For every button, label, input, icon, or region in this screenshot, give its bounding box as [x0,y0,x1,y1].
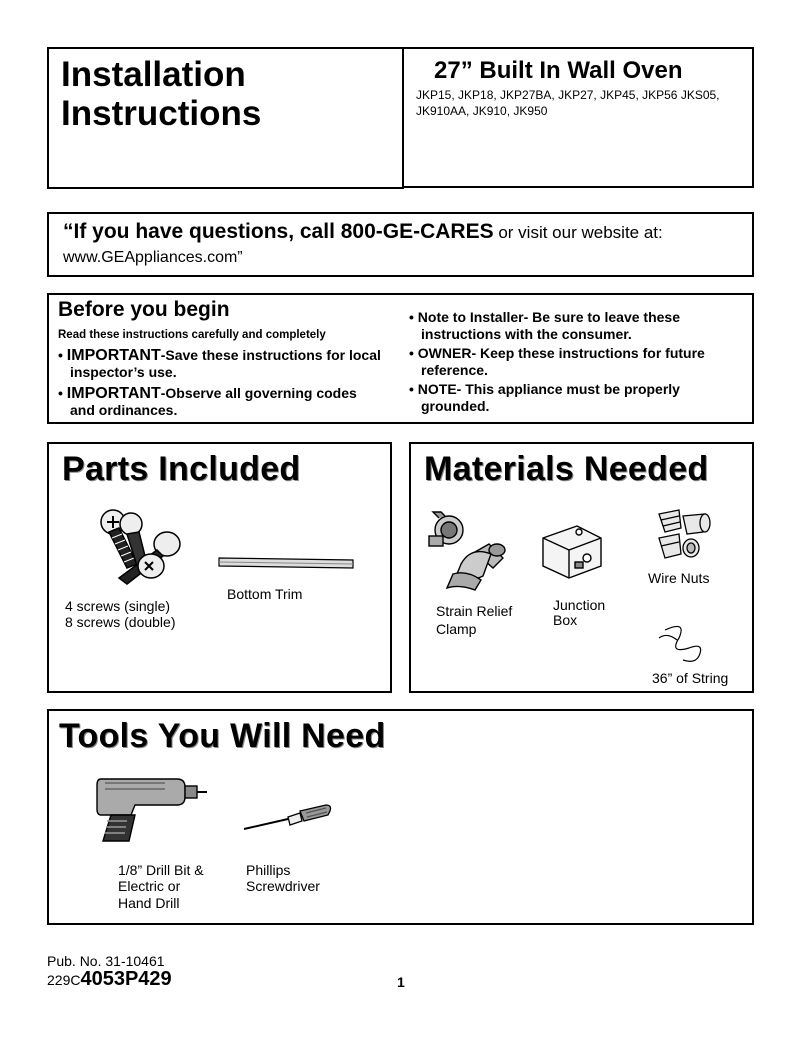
important-save: • IMPORTANT-Save these instructions for local inspector’s use. [58,347,381,380]
note-installer-text: Note to Installer- Be sure to leave these instructions with the consumer. [417,309,680,342]
junction-box-label-2: Box [553,612,578,628]
note-installer: • Note to Installer- Be sure to leave these instructions with the consumer. [409,309,680,342]
tools-box [47,709,754,925]
parts-included-box [47,442,392,693]
page-number: 1 [397,974,405,990]
contact-line-1 [63,220,663,244]
tools-title: Tools You Will Need [59,717,386,755]
drill-label-1: 1/8” Drill Bit & [118,862,204,878]
before-you-begin-box [47,293,754,424]
important-label-2: IMPORTANT [66,385,161,402]
screws-label-2: 8 screws (double) [65,614,176,630]
strain-relief-clamp-icon [421,504,513,594]
drill-label-2: Electric or [118,878,181,894]
screwdriver-label-2: Screwdriver [246,878,320,894]
string-label: 36” of String [652,670,729,686]
model-list-line-1: JKP15, JKP18, JKP27BA, JKP27, JKP45, JKP56 JKS05, [416,88,720,102]
part-code-prefix: 229C [47,972,81,988]
important-text-2: -Observe all governing codes and ordinances. [70,385,357,418]
part-code [47,968,172,991]
parts-title: Parts Included [62,450,301,488]
string-icon [657,624,709,662]
title-line-2: Instructions [61,94,262,133]
materials-title: Materials Needed [424,450,709,488]
screws-label-1: 4 screws (single) [65,598,171,614]
important-observe: • IMPORTANT-Observe all governing codes and ordinances. [58,385,357,418]
junction-box-icon [539,518,605,580]
drill-label-3: Hand Drill [118,895,180,911]
strain-relief-label-2: Clamp [436,621,477,637]
screwdriver-icon [242,803,332,833]
ground-note-text: NOTE- This appliance must be properly grounded. [417,381,680,414]
screwdriver-label-1: Phillips [246,862,291,878]
trim-label: Bottom Trim [227,586,303,602]
screws-icon [97,506,192,586]
website: www.GEAppliances.com” [63,249,243,266]
ground-note: • NOTE- This appliance must be properly grounded. [409,381,680,414]
wire-nuts-icon [653,506,711,564]
important-text-1: -Save these instructions for local inspector’s use. [70,347,381,380]
pub-number: Pub. No. 31-10461 [47,953,165,969]
wire-nuts-label: Wire Nuts [648,570,710,586]
product-title: 27” Built In Wall Oven [434,57,683,84]
bottom-trim-icon [217,554,357,574]
drill-icon [95,775,207,845]
before-subtitle: Read these instructions carefully and completely [58,329,326,341]
title-box [47,47,404,189]
strain-relief-label-1: Strain Relief [436,603,513,619]
important-label-1: IMPORTANT [66,347,161,364]
part-code-main: 4053P429 [80,968,172,990]
materials-needed-box [409,442,754,693]
contact-call: “If you have questions, call 800-GE-CARES [63,220,494,243]
contact-visit: or visit our website at: [493,223,663,242]
title-line-1: Installation [61,55,246,94]
contact-box [47,212,754,277]
product-box [402,47,754,188]
junction-box-label-1: Junction [553,597,606,613]
owner-note: • OWNER- Keep these instructions for future reference. [409,345,705,378]
owner-note-text: OWNER- Keep these instructions for future reference. [417,345,705,378]
model-list-line-2: JK910AA, JK910, JK950 [416,104,548,118]
before-title: Before you begin [58,298,230,321]
